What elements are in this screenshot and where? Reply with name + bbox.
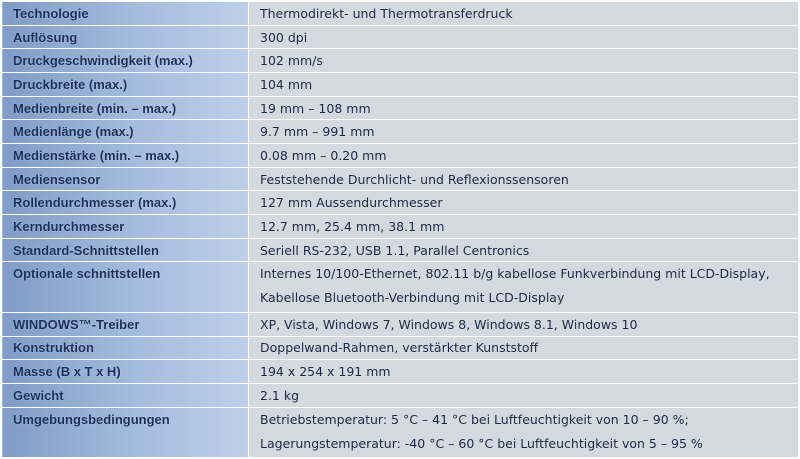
spec-label: Konstruktion bbox=[2, 336, 249, 360]
spec-value: 9.7 mm – 991 mm bbox=[249, 120, 799, 144]
spec-value: 0.08 mm – 0.20 mm bbox=[249, 144, 799, 168]
spec-value-line: Lagerungstemperatur: -40 °C – 60 °C bei Luftfeuchtigkeit von 5 – 95 % bbox=[260, 435, 703, 451]
spec-value-line: Internes 10/100-Ethernet, 802.11 b/g kabellose Funkverbindung mit LCD-Display, bbox=[260, 266, 770, 282]
table-row bbox=[2, 25, 799, 49]
spec-value: Seriell RS-232, USB 1.1, Parallel Centronics bbox=[249, 238, 799, 262]
spec-label: Gewicht bbox=[2, 383, 249, 407]
spec-value: 12.7 mm, 25.4 mm, 38.1 mm bbox=[249, 215, 799, 239]
table-row bbox=[2, 144, 799, 168]
spec-value-line: Betriebstemperatur: 5 °C – 41 °C bei Luftfeuchtigkeit von 10 – 90 %; bbox=[260, 411, 689, 427]
spec-value: 194 x 254 x 191 mm bbox=[249, 360, 799, 384]
table-row bbox=[2, 238, 799, 262]
spec-label: Auflösung bbox=[2, 25, 249, 49]
spec-value: Feststehende Durchlicht- und Reflexionssensoren bbox=[249, 167, 799, 191]
spec-label: Rollendurchmesser (max.) bbox=[2, 191, 249, 215]
table-row bbox=[2, 120, 799, 144]
table-row bbox=[2, 383, 799, 407]
table-row bbox=[2, 49, 799, 73]
spec-label: Mediensensor bbox=[2, 167, 249, 191]
spec-value: Doppelwand-Rahmen, verstärkter Kunststoff bbox=[249, 336, 799, 360]
spec-value: Thermodirekt- und Thermotransferdruck bbox=[249, 2, 799, 26]
table-row bbox=[2, 73, 799, 97]
spec-label: Medienstärke (min. – max.) bbox=[2, 144, 249, 168]
table-row bbox=[2, 2, 799, 26]
spec-value: 300 dpi bbox=[249, 25, 799, 49]
spec-label: Medienbreite (min. – max.) bbox=[2, 96, 249, 120]
table-row bbox=[2, 407, 799, 457]
spec-label: Masse (B x T x H) bbox=[2, 360, 249, 384]
spec-label: Optionale schnittstellen bbox=[2, 262, 249, 312]
spec-label: Technologie bbox=[2, 2, 249, 26]
spec-table bbox=[1, 1, 799, 458]
spec-label: Medienlänge (max.) bbox=[2, 120, 249, 144]
spec-value: 104 mm bbox=[249, 73, 799, 97]
spec-value: 127 mm Aussendurchmesser bbox=[249, 191, 799, 215]
spec-label: Kerndurchmesser bbox=[2, 215, 249, 239]
table-row bbox=[2, 96, 799, 120]
table-row bbox=[2, 336, 799, 360]
spec-value: 19 mm – 108 mm bbox=[249, 96, 799, 120]
spec-label: WINDOWS™-Treiber bbox=[2, 312, 249, 336]
spec-value bbox=[249, 262, 799, 312]
table-row bbox=[2, 167, 799, 191]
spec-label: Druckbreite (max.) bbox=[2, 73, 249, 97]
table-row bbox=[2, 262, 799, 312]
spec-label: Druckgeschwindigkeit (max.) bbox=[2, 49, 249, 73]
spec-value bbox=[249, 407, 799, 457]
table-row bbox=[2, 312, 799, 336]
table-row bbox=[2, 191, 799, 215]
spec-label: Standard-Schnittstellen bbox=[2, 238, 249, 262]
spec-value: XP, Vista, Windows 7, Windows 8, Windows 8.1, Windows 10 bbox=[249, 312, 799, 336]
spec-label: Umgebungsbedingungen bbox=[2, 407, 249, 457]
spec-value: 2.1 kg bbox=[249, 383, 799, 407]
spec-value-line: Kabellose Bluetooth-Verbindung mit LCD-Display bbox=[260, 290, 565, 306]
spec-value: 102 mm/s bbox=[249, 49, 799, 73]
table-row bbox=[2, 360, 799, 384]
table-row bbox=[2, 215, 799, 239]
